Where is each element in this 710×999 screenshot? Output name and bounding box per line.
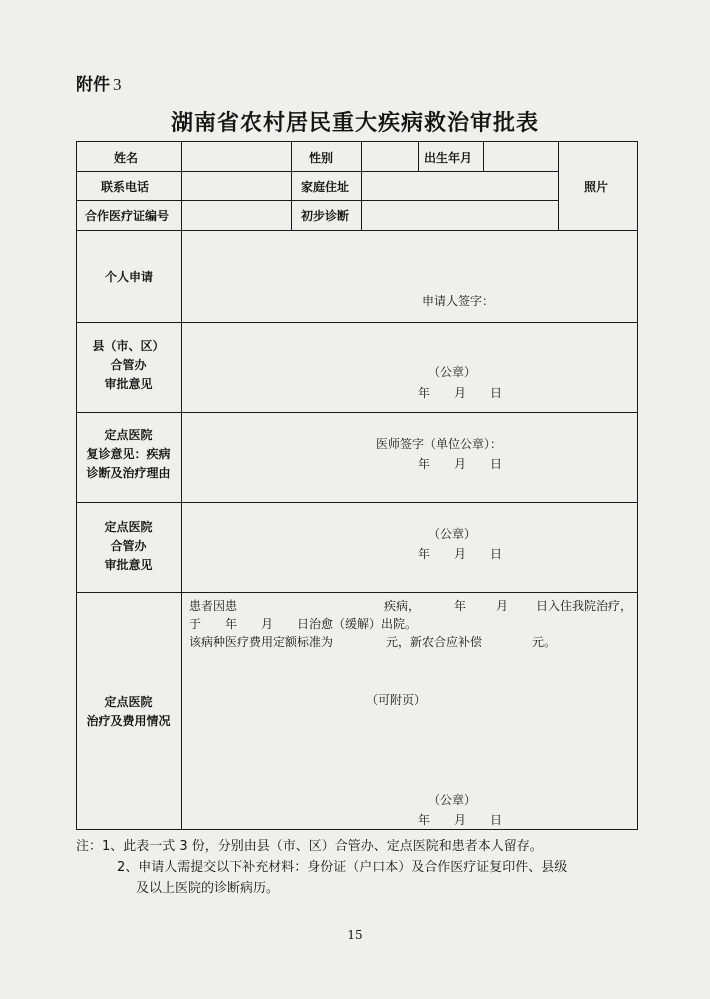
personal-application-field[interactable]: [183, 232, 636, 321]
hospital-approval-field[interactable]: [183, 504, 636, 591]
page-number: 15: [347, 928, 363, 942]
table-col-line: [291, 141, 292, 230]
county-seal-label: （公章）: [428, 365, 477, 379]
treatment-cost-label: 定点医院 治疗及费用情况: [86, 695, 171, 728]
treatment-date: 年 月 日: [418, 813, 503, 827]
diagnosis-field[interactable]: [363, 202, 557, 229]
address-label: 家庭住址: [301, 180, 350, 194]
table-col-line: [181, 141, 182, 830]
hospital-approval-date: 年 月 日: [418, 547, 503, 561]
hospital-review-label: 定点医院 复诊意见：疾病 诊断及治疗理由: [86, 428, 171, 480]
treatment-text-yuan: 元。: [532, 635, 557, 649]
treatment-text-standard: 该病种医疗费用定额标准为: [189, 635, 334, 649]
attachment-note: （可附页）: [366, 693, 427, 707]
note-line-2: 2、申请人需提交以下补充材料：身份证（户口本）及合作医疗证复印件、县级: [117, 860, 568, 875]
note-line-3: 及以上医院的诊断病历。: [136, 881, 280, 896]
name-field[interactable]: [183, 143, 290, 170]
coop-id-field[interactable]: [183, 202, 290, 229]
hospital-review-field[interactable]: [183, 414, 636, 501]
table-row-line: [76, 230, 638, 231]
form-title: 湖南省农村居民重大疾病救治审批表: [170, 110, 539, 136]
treatment-text-disease-suffix: 疾病，: [384, 599, 421, 613]
photo-label: 照片: [584, 180, 609, 194]
phone-field[interactable]: [183, 173, 290, 199]
attachment-label: 附件 3: [76, 75, 122, 95]
table-col-line: [558, 141, 559, 230]
table-col-line: [361, 141, 362, 230]
table-row-line: [76, 592, 638, 593]
table-col-line: [483, 141, 484, 171]
birth-label: 出生年月: [424, 151, 473, 165]
gender-label: 性别: [309, 151, 334, 165]
table-row-line: [76, 412, 638, 413]
personal-application-label: 个人申请: [105, 270, 154, 284]
address-field[interactable]: [363, 173, 557, 199]
photo-field[interactable]: [560, 143, 636, 229]
table-col-line: [418, 141, 419, 171]
hospital-approval-seal: （公章）: [428, 527, 477, 541]
diagnosis-label: 初步诊断: [301, 209, 350, 223]
table-border-top: [76, 141, 638, 142]
table-row-line: [76, 322, 638, 323]
name-label: 姓名: [114, 151, 139, 165]
treatment-text-discharge: 于 年 月 日治愈（缓解）出院。: [189, 617, 418, 631]
table-row-line: [76, 171, 558, 172]
hospital-approval-label: 定点医院 合管办 审批意见: [104, 520, 153, 572]
approval-form-table: [76, 141, 638, 830]
phone-label: 联系电话: [101, 180, 150, 194]
birth-field[interactable]: [485, 143, 557, 170]
note-line-1: 注：1、此表一式 3 份，分别由县（市、区）合管办、定点医院和患者本人留存。: [76, 839, 543, 854]
county-approval-label: 县（市、区） 合管办 审批意见: [92, 339, 165, 391]
treatment-text-month: 月: [496, 599, 509, 613]
gender-field[interactable]: [363, 143, 417, 170]
treatment-text-compensation: 元，新农合应补偿: [386, 635, 483, 649]
table-border-right: [637, 141, 638, 830]
treatment-text-admit: 日入住我院治疗，: [536, 599, 633, 613]
table-row-line: [76, 502, 638, 503]
county-approval-field[interactable]: [183, 324, 636, 411]
coop-id-label: 合作医疗证编号: [85, 209, 170, 223]
table-border-bottom: [76, 829, 638, 830]
county-date: 年 月 日: [418, 386, 503, 400]
applicant-signature-label: 申请人签字：: [422, 294, 495, 308]
treatment-seal: （公章）: [428, 793, 477, 807]
table-row-line: [76, 200, 558, 201]
hospital-review-date: 年 月 日: [418, 457, 503, 471]
treatment-text-disease: 患者因患: [189, 599, 238, 613]
treatment-text-year: 年: [454, 599, 467, 613]
doctor-signature-label: 医师签字（单位公章）：: [376, 437, 503, 451]
